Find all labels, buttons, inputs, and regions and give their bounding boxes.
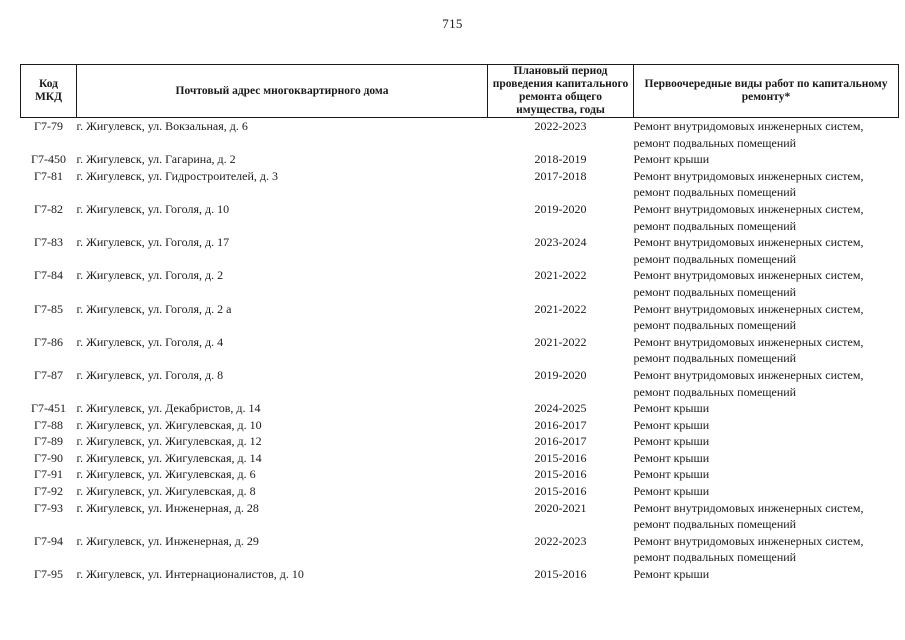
header-works: Первоочередные виды работ по капитальному ремонту* bbox=[634, 65, 899, 118]
table-body bbox=[21, 118, 899, 583]
cell-period: 2023-2024 bbox=[534, 235, 587, 250]
table-row bbox=[21, 417, 899, 434]
cell-address: г. Жигулевск, ул. Гоголя, д. 8 bbox=[76, 367, 224, 382]
table-row bbox=[21, 466, 899, 483]
cell-code: Г7-90 bbox=[34, 450, 63, 465]
cell-works: Ремонт внутридомовых инженерных систем, ремонт подвальных помещений bbox=[633, 235, 864, 266]
cell-code: Г7-94 bbox=[34, 533, 63, 548]
cell-period: 2015-2016 bbox=[534, 567, 587, 582]
cell-works: Ремонт крыши bbox=[633, 401, 710, 416]
cell-period: 2020-2021 bbox=[534, 500, 587, 515]
cell-period: 2024-2025 bbox=[534, 401, 587, 416]
cell-period: 2021-2022 bbox=[534, 268, 587, 283]
cell-code: Г7-95 bbox=[34, 567, 63, 582]
cell-period: 2017-2018 bbox=[534, 168, 587, 183]
cell-address: г. Жигулевск, ул. Гоголя, д. 10 bbox=[76, 201, 230, 216]
cell-works: Ремонт внутридомовых инженерных систем, ремонт подвальных помещений bbox=[633, 201, 864, 233]
cell-address: г. Жигулевск, ул. Гоголя, д. 4 bbox=[76, 334, 224, 349]
cell-works: Ремонт крыши bbox=[633, 434, 710, 449]
cell-address: г. Жигулевск, ул. Жигулевская, д. 12 bbox=[76, 434, 262, 449]
cell-address: г. Жигулевск, ул. Инженерная, д. 29 bbox=[76, 533, 259, 548]
cell-works: Ремонт крыши bbox=[633, 567, 710, 582]
table-row bbox=[21, 151, 899, 168]
cell-address: г. Жигулевск, ул. Гагарина, д. 2 bbox=[76, 152, 236, 167]
cell-works: Ремонт внутридомовых инженерных систем, ремонт подвальных помещений bbox=[633, 168, 864, 200]
cell-address: г. Жигулевск, ул. Жигулевская, д. 14 bbox=[76, 450, 262, 465]
cell-period: 2015-2016 bbox=[534, 467, 587, 482]
cell-code: Г7-83 bbox=[34, 235, 63, 250]
cell-code: Г7-450 bbox=[31, 152, 66, 167]
cell-works: Ремонт крыши bbox=[633, 450, 710, 465]
cell-works: Ремонт внутридомовых инженерных систем, ремонт подвальных помещений bbox=[633, 119, 864, 150]
cell-code: Г7-79 bbox=[34, 119, 63, 133]
cell-period: 2016-2017 bbox=[534, 434, 587, 449]
cell-period: 2021-2022 bbox=[534, 334, 587, 349]
cell-period: 2015-2016 bbox=[534, 484, 587, 499]
table-row bbox=[21, 168, 899, 201]
cell-address: г. Жигулевск, ул. Жигулевская, д. 6 bbox=[76, 467, 256, 482]
cell-period: 2021-2022 bbox=[534, 301, 587, 316]
cell-period: 2019-2020 bbox=[534, 201, 587, 216]
table-row bbox=[21, 234, 899, 267]
table-row bbox=[21, 533, 899, 566]
table-row bbox=[21, 500, 899, 533]
cell-address: г. Жигулевск, ул. Жигулевская, д. 8 bbox=[76, 484, 256, 499]
cell-works: Ремонт внутридомовых инженерных систем, ремонт подвальных помещений bbox=[633, 268, 864, 299]
table-row bbox=[21, 483, 899, 500]
cell-works: Ремонт внутридомовых инженерных систем, ремонт подвальных помещений bbox=[633, 367, 864, 399]
cell-address: г. Жигулевск, ул. Вокзальная, д. 6 bbox=[76, 119, 248, 133]
cell-code: Г7-84 bbox=[34, 268, 63, 283]
cell-period: 2018-2019 bbox=[534, 152, 587, 167]
header-address: Почтовый адрес многоквартирного дома bbox=[77, 65, 488, 118]
table-row bbox=[21, 367, 899, 400]
cell-address: г. Жигулевск, ул. Декабристов, д. 14 bbox=[76, 401, 261, 416]
cell-works: Ремонт внутридомовых инженерных систем, ремонт подвальных помещений bbox=[633, 533, 864, 565]
table-header bbox=[21, 65, 899, 118]
page-number: 715 bbox=[442, 16, 463, 31]
cell-works: Ремонт внутридомовых инженерных систем, ремонт подвальных помещений bbox=[633, 334, 864, 366]
cell-code: Г7-81 bbox=[34, 168, 63, 183]
cell-address: г. Жигулевск, ул. Гоголя, д. 2 bbox=[76, 268, 224, 283]
cell-works: Ремонт крыши bbox=[633, 417, 710, 432]
table-row bbox=[21, 433, 899, 450]
cell-address: г. Жигулевск, ул. Гоголя, д. 2 а bbox=[76, 301, 232, 316]
header-period: Плановый период проведения капитального ремонта общего имущества, годы bbox=[488, 65, 634, 118]
cell-works: Ремонт внутридомовых инженерных систем, ремонт подвальных помещений bbox=[633, 500, 864, 532]
cell-period: 2022-2023 bbox=[534, 119, 587, 133]
capital-repair-table bbox=[20, 64, 899, 583]
header-code: Код МКД bbox=[21, 65, 77, 118]
table-row bbox=[21, 118, 899, 152]
table-row bbox=[21, 301, 899, 334]
cell-code: Г7-89 bbox=[34, 434, 63, 449]
cell-code: Г7-87 bbox=[34, 367, 63, 382]
cell-period: 2015-2016 bbox=[534, 450, 587, 465]
table-row bbox=[21, 201, 899, 234]
table-row bbox=[21, 450, 899, 467]
cell-period: 2019-2020 bbox=[534, 367, 587, 382]
cell-address: г. Жигулевск, ул. Гоголя, д. 17 bbox=[76, 235, 230, 250]
cell-address: г. Жигулевск, ул. Инженерная, д. 28 bbox=[76, 500, 259, 515]
cell-code: Г7-85 bbox=[34, 301, 63, 316]
cell-address: г. Жигулевск, ул. Жигулевская, д. 10 bbox=[76, 417, 262, 432]
cell-period: 2022-2023 bbox=[534, 533, 587, 548]
header-row bbox=[21, 65, 899, 118]
cell-works: Ремонт внутридомовых инженерных систем, ремонт подвальных помещений bbox=[633, 301, 864, 333]
table-row bbox=[21, 334, 899, 367]
table-row bbox=[21, 267, 899, 300]
table-row bbox=[21, 566, 899, 583]
cell-works: Ремонт крыши bbox=[633, 484, 710, 499]
cell-code: Г7-82 bbox=[34, 201, 63, 216]
cell-code: Г7-451 bbox=[31, 401, 66, 416]
cell-code: Г7-88 bbox=[34, 417, 63, 432]
cell-code: Г7-93 bbox=[34, 500, 63, 515]
cell-period: 2016-2017 bbox=[534, 417, 587, 432]
cell-code: Г7-86 bbox=[34, 334, 63, 349]
cell-address: г. Жигулевск, ул. Гидростроителей, д. 3 bbox=[76, 168, 279, 183]
cell-works: Ремонт крыши bbox=[633, 467, 710, 482]
cell-code: Г7-92 bbox=[34, 484, 63, 499]
cell-works: Ремонт крыши bbox=[633, 152, 710, 167]
cell-code: Г7-91 bbox=[34, 467, 63, 482]
cell-address: г. Жигулевск, ул. Интернационалистов, д. 10 bbox=[76, 567, 304, 582]
table-row bbox=[21, 400, 899, 417]
